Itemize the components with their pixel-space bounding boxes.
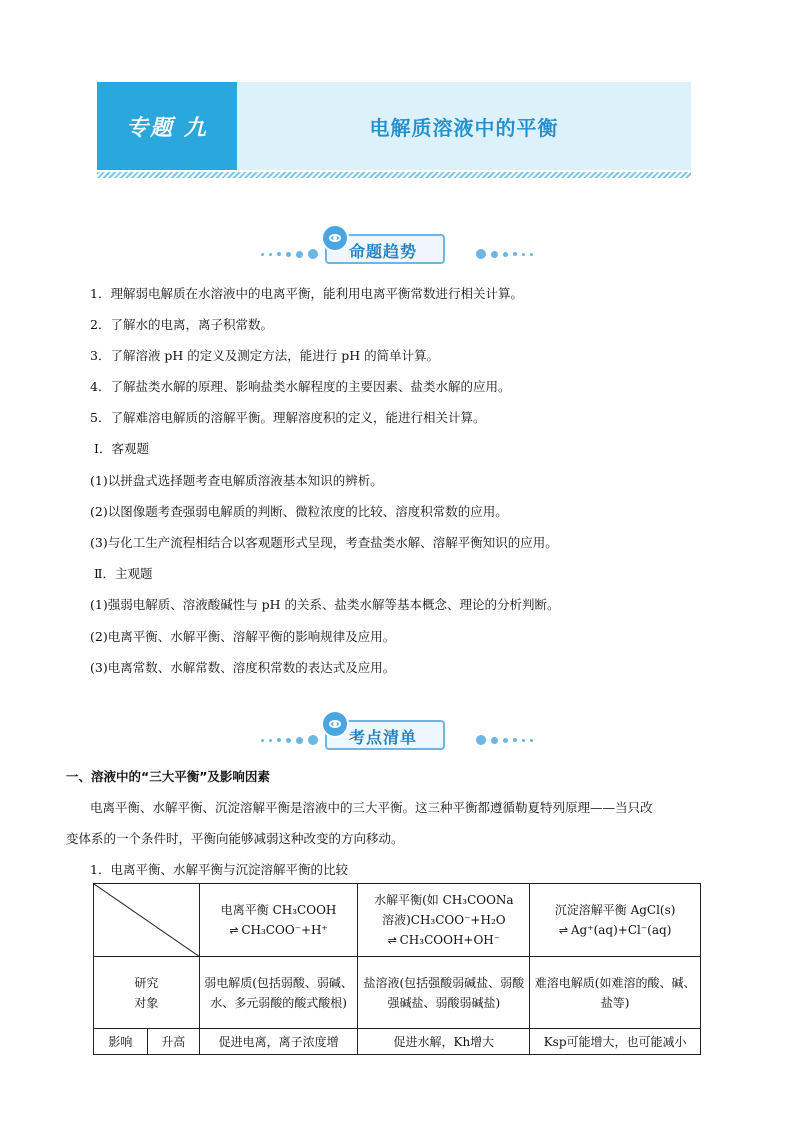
section-badge-trend <box>0 232 794 272</box>
dots-right-decoration <box>476 249 533 259</box>
trend-item-obj-3: (3)与化工生产流程相结合以客观题形式呈现，考查盐类水解、溶解平衡知识的应用。 <box>90 535 558 550</box>
trend-item-sub-1: (1)强弱电解质、溶液酸碱性与 pH 的关系、盐类水解等基本概念、理论的分析判断。 <box>90 597 560 612</box>
trend-badge-box <box>325 234 445 264</box>
cell-research-hydrolysis: 盐溶液(包括强酸弱碱盐、弱酸强碱盐、弱酸弱碱盐) <box>358 957 530 1029</box>
trend-subhead-subjective: Ⅱ．主观题 <box>94 566 153 581</box>
row-sublabel-rise: 升高 <box>147 1029 199 1055</box>
header-dissolution-line1: 沉淀溶解平衡 AgCl(s) <box>554 902 676 917</box>
section-heading: 一、溶液中的“三大平衡”及影响因素 <box>66 769 270 784</box>
trend-item-5: 5．了解难溶电解质的溶解平衡。理解溶度积的定义，能进行相关计算。 <box>90 410 486 425</box>
paragraph-line-2: 变体系的一个条件时，平衡向能够减弱这种改变的方向移动。 <box>66 831 404 846</box>
trend-title: 命题趋势 <box>349 242 418 261</box>
header-dissolution <box>530 884 701 957</box>
trend-item-4: 4．了解盐类水解的原理、影响盐类水解程度的主要因素、盐类水解的应用。 <box>90 379 511 394</box>
list-title: 考点清单 <box>349 728 418 747</box>
row-label-research <box>94 957 200 1029</box>
sub-heading: 1．电离平衡、水解平衡与沉淀溶解平衡的比较 <box>90 862 348 877</box>
equilibrium-arrow-icon: ⇌ <box>387 933 396 947</box>
header-hydrolysis <box>358 884 530 957</box>
header-hydrolysis-line3: CH₃COOH+OH⁻ <box>399 932 501 947</box>
cell-rise-hydrolysis: 促进水解，Kh增大 <box>358 1029 530 1055</box>
trend-item-obj-2: (2)以图像题考查强弱电解质的判断、微粒浓度的比较、溶度积常数的应用。 <box>90 504 508 519</box>
cell-research-ionization: 弱电解质(包括弱酸、弱碱、水、多元弱酸的酸式酸根) <box>199 957 358 1029</box>
row-label-research-line2: 对象 <box>134 995 159 1010</box>
trend-item-3: 3．了解溶液 pH 的定义及测定方法，能进行 pH 的简单计算。 <box>90 348 440 363</box>
header-hydrolysis-line1: 水解平衡(如 CH₃COONa <box>374 892 514 907</box>
trend-item-obj-1: (1)以拼盘式选择题考查电解质溶液基本知识的辨析。 <box>90 473 383 488</box>
header-dissolution-line2: Ag⁺(aq)+Cl⁻(aq) <box>570 922 672 937</box>
dots-left-decoration <box>261 735 318 745</box>
chapter-tag: 专题 九 <box>97 82 237 170</box>
diagonal-line <box>94 884 200 957</box>
trend-item-sub-3: (3)电离常数、水解常数、溶度积常数的表达式及应用。 <box>90 660 396 675</box>
header-ionization-line2: CH₃COO⁻+H⁺ <box>241 922 328 937</box>
comparison-table <box>93 883 701 1055</box>
trend-subhead-objective: Ⅰ．客观题 <box>94 441 149 456</box>
cell-research-dissolution: 难溶电解质(如难溶的酸、碱、盐等) <box>530 957 701 1029</box>
section-badge-list <box>0 718 794 758</box>
row-label-influence: 影响 <box>94 1029 148 1055</box>
equilibrium-arrow-icon: ⇌ <box>229 923 238 937</box>
chapter-title: 电解质溶液中的平衡 <box>237 82 691 170</box>
row-label-research-line1: 研究 <box>134 975 159 990</box>
trend-item-1: 1．理解弱电解质在水溶液中的电离平衡，能利用电离平衡常数进行相关计算。 <box>90 286 523 301</box>
header-ionization <box>199 884 358 957</box>
chapter-banner <box>97 82 691 170</box>
dots-left-decoration <box>261 249 318 259</box>
equilibrium-arrow-icon: ⇌ <box>558 923 568 937</box>
header-ionization-line1: 电离平衡 CH₃COOH <box>220 902 337 917</box>
eye-icon <box>321 224 349 252</box>
trend-item-sub-2: (2)电离平衡、水解平衡、溶解平衡的影响规律及应用。 <box>90 629 396 644</box>
cell-rise-dissolution: Ksp可能增大，也可能减小 <box>530 1029 701 1055</box>
eye-icon <box>321 710 349 738</box>
list-badge-box <box>325 720 445 750</box>
table-corner-cell <box>94 884 200 957</box>
banner-stripe <box>97 172 691 178</box>
trend-item-2: 2．了解水的电离，离子积常数。 <box>90 317 273 332</box>
paragraph-line-1: 电离平衡、水解平衡、沉淀溶解平衡是溶液中的三大平衡。这三种平衡都遵循勒夏特列原理——当只改 <box>90 800 653 815</box>
cell-rise-ionization: 促进电离，离子浓度增 <box>199 1029 358 1055</box>
dots-right-decoration <box>476 735 533 745</box>
header-hydrolysis-line2: 溶液)CH₃COO⁻+H₂O <box>382 912 506 927</box>
